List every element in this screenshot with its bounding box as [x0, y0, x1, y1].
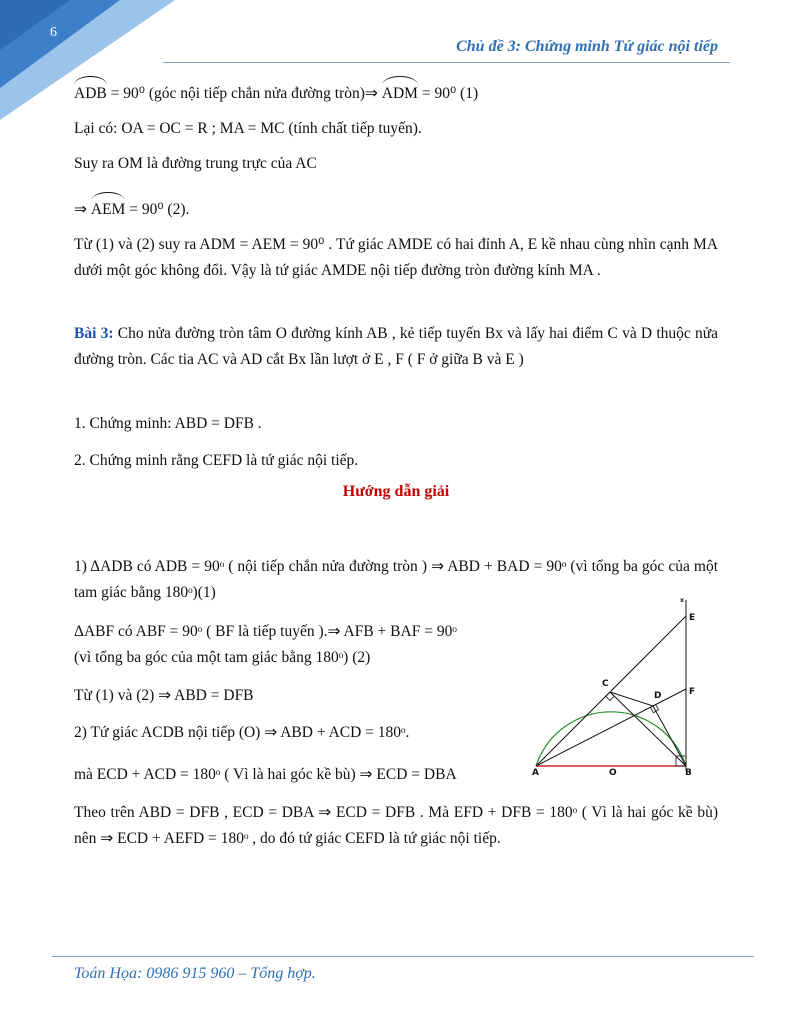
line-adb: ADB = 90⁰ (góc nội tiếp chắn nửa đường tròn)⇒ ADM = 90⁰ (1)	[74, 78, 718, 107]
label-b: B	[685, 768, 692, 778]
problem-3: Bài 3: Cho nửa đường tròn tâm O đường kính AB , kẻ tiếp tuyến Bx và lấy hai điểm C và D thuộc nửa đường tròn. Các tia AC và AD cắt Bx lần lượt ở E , F ( F ở giữa B và E )	[74, 325, 718, 368]
line-db	[653, 706, 686, 766]
footer-text: Toán Họa: 0986 915 960 – Tổng hợp.	[74, 965, 316, 982]
line-oa-oc: Lại có: OA = OC = R ; MA = MC (tính chất tiếp tuyến).	[74, 120, 422, 137]
line-cd	[610, 692, 653, 706]
solution-sum-angles: (vì tổng ba góc của một tam giác bằng 180ᵒ) (2)	[74, 649, 371, 666]
line-cb	[610, 692, 686, 766]
header-divider	[163, 62, 730, 63]
question-2: 2. Chứng minh rằng CEFD là tứ giác nội tiếp.	[74, 452, 359, 469]
page-number: 6	[50, 25, 57, 40]
solution-conclusion-1: Từ (1) và (2) ⇒ ABD = DFB	[74, 687, 254, 704]
semicircle	[536, 712, 686, 766]
label-e: E	[689, 613, 696, 623]
line-af	[536, 689, 686, 766]
chapter-title: Chủ đề 3: Chứng minh Tứ giác nội tiếp	[456, 38, 718, 55]
footer-divider	[52, 956, 754, 957]
solution-part-1: 1) ΔADB có ADB = 90ᵒ ( nội tiếp chắn nửa đường tròn ) ⇒ ABD + BAD = 90ᵒ (vì tổng ba góc của một tam giác bằng 180ᵒ)(1)	[74, 558, 718, 601]
line-aem: ⇒ AEM = 90⁰ (2).	[74, 194, 718, 223]
arc-adm: ADM	[382, 78, 418, 107]
label-d: D	[654, 691, 662, 701]
solution-abf: ΔABF có ABF = 90ᵒ ( BF là tiếp tuyến ).⇒ AFB + BAF = 90ᵒ	[74, 623, 457, 640]
paragraph-amde: Từ (1) và (2) suy ra ADM = AEM = 90⁰ . Tứ giác AMDE có hai đỉnh A, E kề nhau cùng nhìn cạnh MA dưới một góc không đổi. Vậy là tứ giác AMDE nội tiếp đường tròn đường kính MA .	[74, 236, 718, 279]
label-x: x	[680, 597, 684, 604]
solution-heading: Hướng dẫn giải	[342, 483, 450, 500]
label-a: A	[532, 768, 539, 778]
question-1: 1. Chứng minh: ABD = DFB .	[74, 415, 262, 432]
label-f: F	[689, 687, 696, 697]
problem-label: Bài 3:	[74, 325, 114, 342]
solution-ecd: mà ECD + ACD = 180ᵒ ( Vì là hai góc kề bù) ⇒ ECD = DBA	[74, 766, 457, 783]
line-om-bisector: Suy ra OM là đường trung trực của AC	[74, 155, 317, 172]
solution-part-2: 2) Tứ giác ACDB nội tiếp (O) ⇒ ABD + ACD = 180ᵒ.	[74, 724, 410, 741]
label-c: C	[602, 679, 609, 689]
geometry-figure	[528, 596, 708, 782]
arc-aem: AEM	[91, 194, 125, 223]
label-o: O	[609, 768, 617, 778]
arc-adb: ADB	[74, 78, 107, 107]
solution-final: Theo trên ABD = DFB , ECD = DBA ⇒ ECD = DFB . Mà EFD + DFB = 180ᵒ ( Vì là hai góc kề bù) nên ⇒ ECD + AEFD = 180ᵒ , do đó tứ giác CEFD là tứ giác nội tiếp.	[74, 804, 718, 847]
